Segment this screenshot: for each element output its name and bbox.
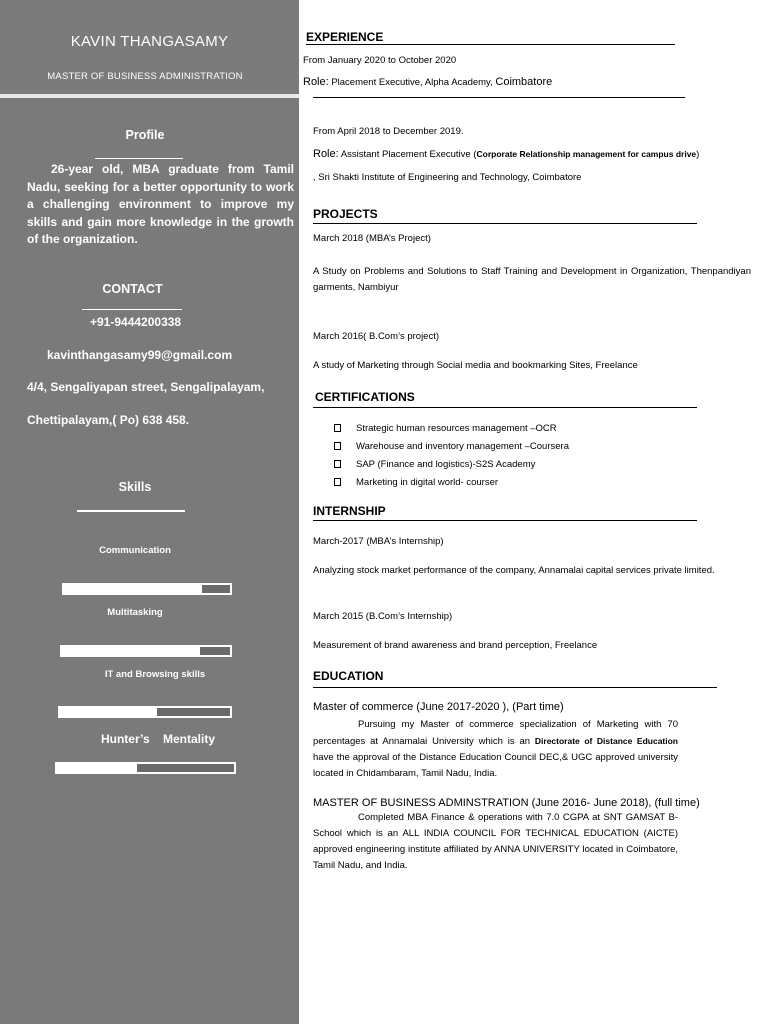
checkbox-icon — [334, 442, 341, 450]
checkbox-icon — [334, 424, 341, 432]
experience-heading: EXPERIENCE — [306, 30, 384, 44]
job1-dates: From January 2020 to October 2020 — [303, 55, 457, 66]
skill-bar-fill — [62, 647, 200, 655]
education-heading: EDUCATION — [313, 669, 384, 683]
contact-email: kavinthangasamy99@gmail.com — [47, 348, 233, 362]
skill-bar — [58, 706, 232, 718]
certification-item: Marketing in digital world- courser — [334, 475, 569, 493]
certification-item: SAP (Finance and logistics)-S2S Academy — [334, 457, 569, 475]
sidebar-header — [0, 0, 299, 98]
project2-description: A study of Marketing through Social media and bookmarking Sites, Freelance — [313, 360, 638, 371]
job2-role-label: Role: — [313, 148, 339, 160]
candidate-name: KAVIN THANGASAMY — [70, 33, 229, 50]
certifications-list — [334, 421, 569, 493]
skills-divider — [77, 510, 185, 512]
education-divider — [313, 687, 717, 688]
internship-heading: INTERNSHIP — [313, 504, 386, 518]
contact-address-line2: Chettipalayam,( Po) 638 458. — [27, 413, 190, 427]
job2-role-close: ) — [696, 149, 700, 160]
skill-bar — [55, 762, 236, 774]
education2-heading: MASTER OF BUSINESS ADMINSTRATION (June 2016- June 2018), (full time) — [313, 797, 700, 809]
job1-role-text: Placement Executive, Alpha Academy, — [331, 77, 493, 88]
job2-dates: From April 2018 to December 2019. — [313, 126, 464, 137]
project1-date: March 2018 (MBA’s Project) — [313, 233, 431, 244]
job1-role — [303, 75, 552, 91]
job2-organization: , Sri Shakti Institute of Engineering and Technology, Coimbatore — [313, 172, 582, 183]
skill-label: Communication — [99, 545, 171, 556]
education2-description: Completed MBA Finance & operations with 7.0 CGPA at SNT GAMSAT B-School which is an ALL INDIA COUNCIL FOR TECHNICAL EDUCATION (AICTE) approved engineering institute affiliated by ANNA UNIVERSITY located in Coimbatore, Tamil Nadu, and India. — [313, 812, 678, 871]
candidate-degree: MASTER OF BUSINESS ADMINISTRATION — [47, 71, 243, 82]
projects-heading: PROJECTS — [313, 207, 378, 221]
skill-bar — [60, 645, 232, 657]
project1-description: A Study on Problems and Solutions to Staff Training and Development in Organization, Thenpandiyan garments, Nambiyur — [313, 266, 751, 293]
job1-role-label: Role: — [303, 76, 329, 88]
contact-heading: CONTACT — [102, 282, 163, 296]
project2-date: March 2016( B.Com’s project) — [313, 331, 440, 342]
certification-item: Strategic human resources management –OCR — [334, 421, 569, 439]
skill-bar-fill — [57, 764, 137, 772]
skills-heading: Skills — [118, 480, 152, 494]
projects-divider — [313, 223, 697, 224]
job2-role-detail: Corporate Relationship management for campus drive — [476, 149, 697, 159]
certification-item: Warehouse and inventory management –Coursera — [334, 439, 569, 457]
checkbox-icon — [334, 460, 341, 468]
internship1-description: Analyzing stock market performance of the company, Annamalai capital services private limited. — [313, 565, 715, 576]
certifications-divider — [313, 407, 697, 408]
education1-description: Pursuing my Master of commerce specialization of Marketing with 70 percentages at Annamalai University which is an Directorate of Distance Education have the approval of the Distance Education Council DEC,& UGC approved university located in Chidambaram, Tamil Nadu, India. — [313, 719, 678, 779]
skill-label: Hunter’s Mentality — [100, 732, 216, 746]
job-divider — [313, 97, 685, 98]
job2-role-text: Assistant Placement Executive ( — [340, 149, 477, 160]
internship2-date: March 2015 (B.Com’s Internship) — [313, 611, 453, 622]
job2-role — [313, 147, 699, 163]
contact-phone: +91-9444200338 — [90, 315, 182, 329]
certifications-heading: CERTIFICATIONS — [315, 390, 415, 404]
skill-bar — [62, 583, 232, 595]
contact-address-line1: 4/4, Sengaliyapan street, Sengalipalayam, — [27, 380, 265, 394]
internship-divider — [313, 520, 697, 521]
contact-divider — [82, 309, 182, 310]
profile-heading: Profile — [125, 128, 165, 142]
experience-divider — [306, 44, 675, 45]
skill-bar-fill — [60, 708, 157, 716]
skill-label: Multitasking — [107, 607, 163, 618]
profile-divider — [95, 158, 183, 159]
job1-city: Coimbatore — [495, 76, 553, 88]
internship1-date: March-2017 (MBA’s Internship) — [313, 536, 444, 547]
main-content — [299, 0, 768, 1024]
skill-label: IT and Browsing skills — [104, 669, 206, 680]
checkbox-icon — [334, 478, 341, 486]
internship2-description: Measurement of brand awareness and brand perception, Freelance — [313, 640, 598, 651]
education1-heading: Master of commerce (June 2017-2020 ), (Part time) — [313, 701, 564, 713]
skill-bar-fill — [64, 585, 202, 593]
sidebar — [0, 0, 299, 1024]
profile-text: 26-year old, MBA graduate from Tamil Nadu, seeking for a better opportunity to work a challenging environment to improve my skills and gain more knowledge in the growth of the organization. — [27, 162, 294, 246]
